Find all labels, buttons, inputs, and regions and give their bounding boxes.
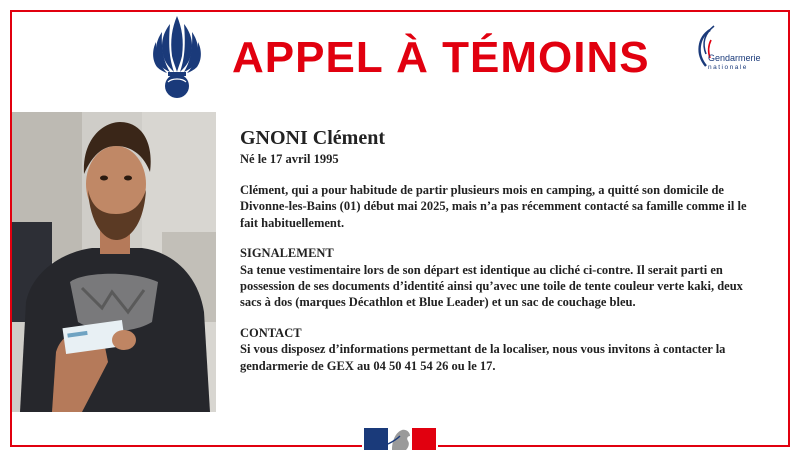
person-photo-illustration [12,112,216,412]
contact-paragraph: Si vous disposez d’informations permettant de la localiser, nous vous invitons à contacter la gendarmerie de GEX au 04 50 41 54 26 ou le 17. [240,342,726,373]
spacer [240,168,750,182]
person-photo [12,112,216,412]
spacer [240,231,750,245]
grenade-flame-icon [150,12,204,100]
signalement-heading: SIGNALEMENT [240,246,334,261]
person-birth: Né le 17 avril 1995 [240,152,339,166]
notice-content [240,126,750,374]
page-title: APPEL À TÉMOINS [232,33,650,82]
spacer [240,311,750,325]
logo-line-2: nationale [708,64,748,71]
intro-paragraph: Clément, qui a pour habitude de partir plusieurs mois en camping, a quitté son domicile de Divonne-les-Bains (01) début mai 2025, mais n’a pas récemment contacté sa famille comme il le fait habituellement. [240,183,747,230]
person-name: GNONI Clément [240,127,385,149]
marianne-republique-icon [362,424,438,454]
gendarmerie-logo-text [708,54,761,72]
logo-line-1: Gendarmerie [708,53,761,63]
signalement-paragraph: Sa tenue vestimentaire lors de son départ est identique au cliché ci-contre. Il serait parti en possession de ses documents d’identité ainsi qu’avec une toile de tente couleur verte kaki, deux sacs à dos (marques Décathlon et Blue Leader) et un sac de couchage bleu. [240,262,743,310]
contact-heading: CONTACT [240,325,302,340]
